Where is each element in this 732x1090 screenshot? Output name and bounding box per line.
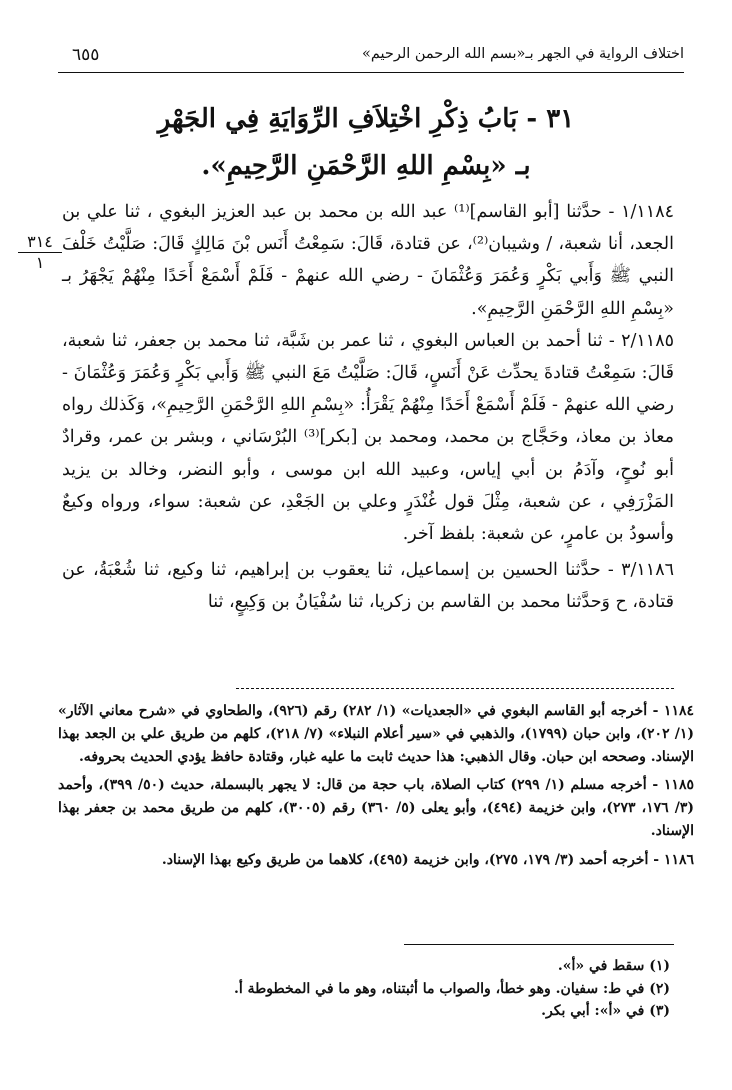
manuscript-notes	[58, 955, 670, 1023]
chapter-title: ٣١ - بَابُ ذِكْرِ اخْتِلاَفِ الرِّوَايَةِ فِي الجَهْرِ	[157, 104, 575, 134]
hadith-1185: ٢/١١٨٥ - ثنا أحمد بن العباس البغوي ، ثنا عمر بن شَبَّة، ثنا محمد بن جعفر، ثنا شعبة، قَالَ: سَمِعْتُ قتادةَ يحدِّث عَنْ أَنَسٍ، قَالَ: صَلَّيْتُ مَعَ النبي ﷺ وَأَبي بَكْرٍ وَعُمَرَ وَعُثْمَانَ - رضي الله عنهمْ - فَلَمْ أَسْمَعْ أَحَدًا مِنْهُمْ يَقْرَأُ: «بِسْمِ اللهِ الرَّحْمَنِ الرَّحِيمِ»، وَكَذلك رواه معاذ بن معاذ، وحَجَّاج بن محمد، ومحمد بن [بكر]⁽³⁾ البُرْسَاني ، وبشر بن عمر، وقرادٌ أبو نُوحٍ، وآدَمُ بن أبي إياس، وعبيد الله ابن موسى ، وأبو النضر، وخالد بن يزيد المَزْرَفِي ، عن شعبة، مِثْلَ قول غُنْدَرٍ وعلي بن الجَعْدِ، عن شعبة: سواء، ورواه وكيعٌ وأسودُ بن عامرٍ، عن شعبة: بلفظ آخر.	[62, 330, 674, 545]
note-1: (١) سقط في «أ».	[557, 958, 670, 974]
manuscript-folio-marker	[18, 232, 62, 273]
running-head-title: اختلاف الرواية في الجهر بـ«بسم الله الرحمن الرحيم»	[361, 46, 684, 62]
hadith-1186: ٣/١١٨٦ - حدَّثنا الحسين بن إسماعيل، ثنا يعقوب بن إبراهيم، ثنا وكيع، ثنا شُعْبَةُ، عن قتادة، ح وَحدَّثنا محمد بن القاسم بن زكريا، ثنا سُفْيَانُ بن وَكِيعٍ، ثنا	[62, 560, 674, 613]
footnote-separator-dashed	[236, 688, 674, 689]
hadith-1184: ١/١١٨٤ - حدَّثنا [أبو القاسم]⁽¹⁾ عبد الله بن محمد بن عبد العزيز البغوي ، ثنا علي بن الجعد، أنا شعبة، / وشيبان⁽²⁾، عن قتادة، قَالَ: سَمِعْتُ أَنَس بْنَ مَالِكٍ قَالَ: صَلَّيْتُ خَلْفَ النبي ﷺ وَأَبي بَكْرٍ وَعُمَرَ وَعُثْمَانَ - رضي الله عنهمْ - فَلَمْ أَسْمَعْ أَحَدًا مِنْهُمْ يَجْهَرُ بـ «بِسْمِ اللهِ الرَّحْمَنِ الرَّحِيمِ».	[62, 202, 674, 319]
hadith-text	[62, 196, 674, 619]
running-head	[58, 42, 684, 73]
takhrij-footnotes	[58, 700, 694, 878]
notes-separator	[404, 944, 674, 945]
note-3: (٣) في «أ»: أبي بكر.	[541, 1003, 670, 1019]
chapter-title-continuation: بـ «بِسْمِ اللهِ الرَّحْمَنِ الرَّحِيمِ».	[201, 151, 531, 181]
page-number: ٦٥٥	[72, 45, 100, 65]
footnote-1184: ١١٨٤ - أخرجه أبو القاسم البغوي في «الجعديات» (١/ ٢٨٢) رقم (٩٢٦)، والطحاوي في «شرح معاني الآثار» (١/ ٢٠٢)، وابن حبان (١٧٩٩)، والذهبي في «سير أعلام النبلاء» (٧/ ٢١٨)، كلهم من طريق علي بن الجعد بهذا الإسناد. وصححه ابن حبان. وقال الذهبي: هذا حديث ثابت ما عليه غبار، وقتادة حافظ يؤدي الحديث بحروفه.	[58, 703, 694, 765]
folio-number: ٣١٤	[18, 232, 62, 253]
folio-side: ١	[35, 253, 45, 272]
footnote-1185: ١١٨٥ - أخرجه مسلم (١/ ٢٩٩) كتاب الصلاة، باب حجة من قال: لا يجهر بالبسملة، حديث (٥٠/ ٣٩٩)، وأحمد (٣/ ١٧٦، ٢٧٣)، وابن خزيمة (٤٩٤)، وأبو يعلى (٥/ ٣٦٠) رقم (٣٠٠٥)، كلهم من طريق محمد بن جعفر بهذا الإسناد.	[58, 777, 694, 839]
footnote-1186: ١١٨٦ - أخرجه أحمد (٣/ ١٧٩، ٢٧٥)، وابن خزيمة (٤٩٥)، كلاهما من طريق وكيع بهذا الإسناد.	[161, 851, 694, 868]
note-2: (٢) في ط: سفيان. وهو خطأ، والصواب ما أثبتناه، وهو ما في المخطوطة أ.	[234, 980, 670, 997]
